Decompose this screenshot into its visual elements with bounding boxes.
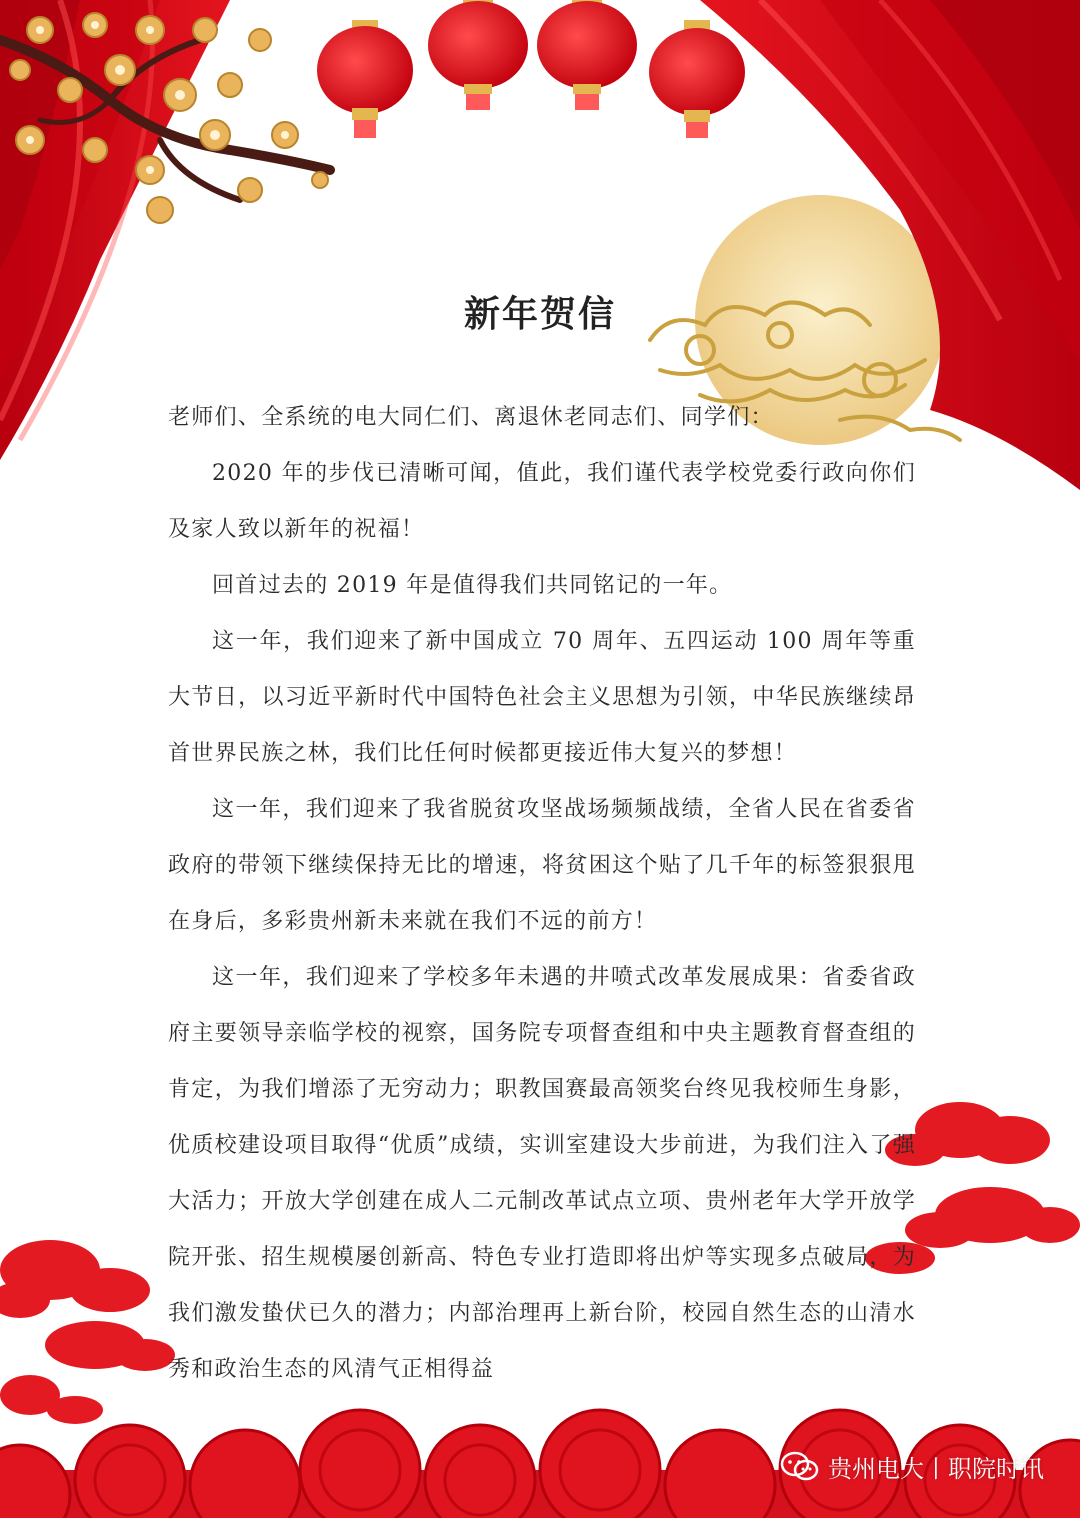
wechat-watermark [780, 1449, 1044, 1484]
lantern-3 [537, 0, 637, 110]
red-cloud-left [0, 1240, 175, 1424]
wechat-icon [780, 1451, 820, 1483]
letter-paragraph: 2020 年的步伐已清晰可闻，值此，我们谨代表学校党委行政向你们及家人致以新年的祝福！ [168, 461, 916, 542]
letter-title: 新年贺信 [463, 294, 616, 336]
lantern-2 [428, 0, 528, 110]
letter-greeting: 老师们、全系统的电大同仁们、离退休老同志们、同学们： [168, 405, 774, 430]
letter-paragraph: 这一年，我们迎来了新中国成立 70 周年、五四运动 100 周年等重大节日，以习近平新时代中国特色社会主义思想为引领，中华民族继续昂首世界民族之林，我们比任何时候都更接近伟大复兴的梦想！ [168, 629, 916, 766]
letter-paragraph: 这一年，我们迎来了学校多年未遇的井喷式改革发展成果：省委省政府主要领导亲临学校的视察，国务院专项督查组和中央主题教育督查组的肯定，为我们增添了无穷动力；职教国赛最高领奖台终见我校师生身影，优质校建设项目取得“优质”成绩，实训室建设大步前进，为我们注入了强大活力；开放大学创建在成人二元制改革试点立项、贵州老年大学开放学院开张、招生规模屡创新高、特色专业打造即将出炉等实现多点破局，为我们激发蛰伏已久的潜力；内部治理再上新台阶，校园自然生态的山清水秀和政治生态的风清气正相得益 [168, 965, 916, 1382]
lantern-4 [649, 20, 745, 138]
watermark-text: 贵州电大丨职院时讯 [828, 1455, 1044, 1483]
letter-body [168, 390, 916, 1398]
lantern-1 [317, 20, 413, 138]
letter-paragraph: 回首过去的 2019 年是值得我们共同铭记的一年。 [212, 573, 733, 598]
letter-paragraph: 这一年，我们迎来了我省脱贫攻坚战场频频战绩，全省人民在省委省政府的带领下继续保持无比的增速，将贫困这个贴了几千年的标签狠狠甩在身后，多彩贵州新未来就在我们不远的前方！ [168, 797, 916, 934]
